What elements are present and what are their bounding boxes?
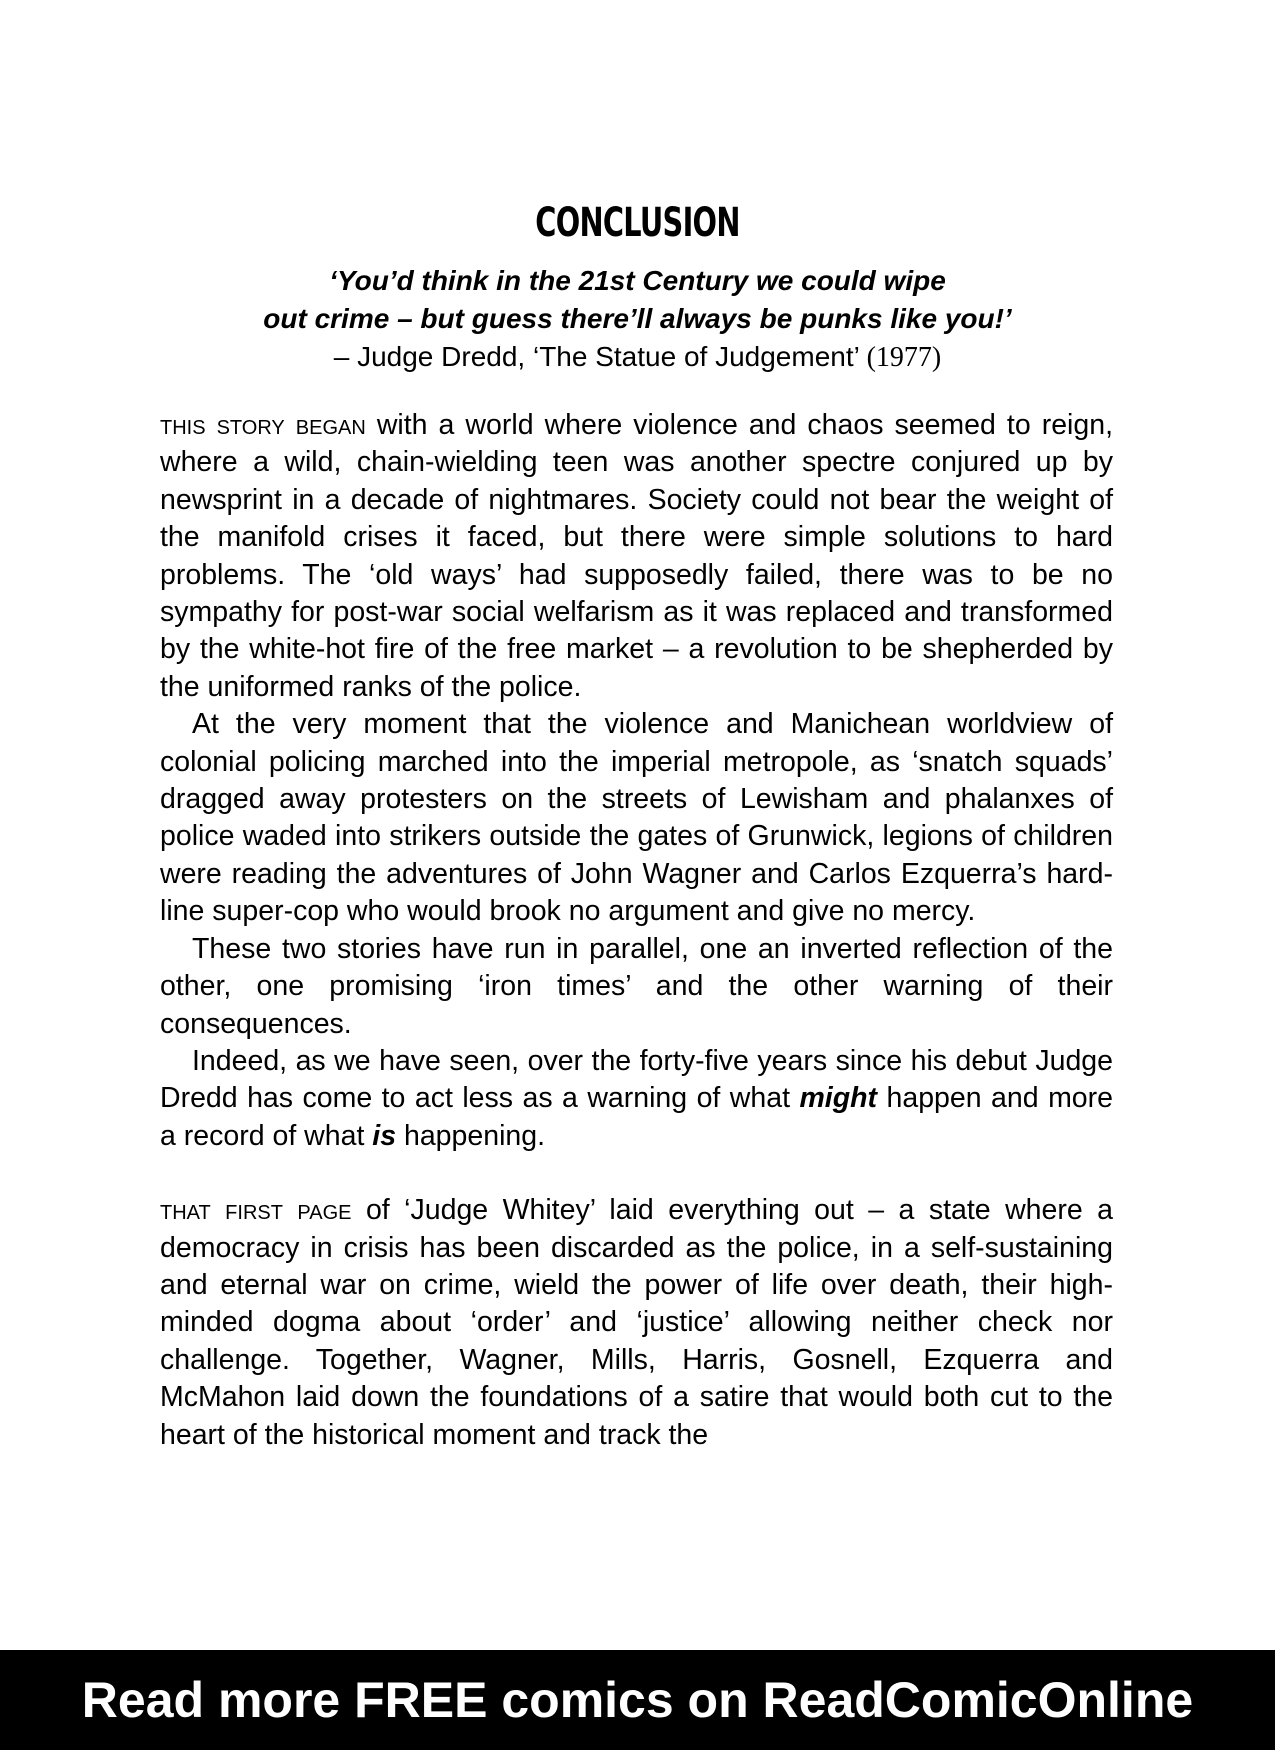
paragraph-4-text-b: happen and more a record of what	[160, 1082, 1113, 1152]
epigraph-attribution	[0, 338, 1275, 377]
promo-banner[interactable]	[0, 1650, 1275, 1750]
paragraph-2: At the very moment that the violence and Manichean worldview of colonial policing marched into the imperial metropole, as ‘snatch squads’ dragged away protesters on the streets of Lewisham and phalanxes of police waded into strikers outside the gates of Grunwick, legions of children were reading the adventures of John Wagner and Carlos Ezquerra’s hard-line super-cop who would brook no argument and give no mercy.	[160, 708, 1113, 928]
paragraph-4	[160, 1043, 1113, 1155]
small-caps-lead-2: that first page	[160, 1194, 352, 1227]
paragraph-1-text: with a world where violence and chaos seemed to reign, where a wild, chain-wielding teen was another spectre conjured up by newsprint in a decade of nightmares. Society could not bear the weight of the manifold crises it faced, but there were simple solutions to hard problems. The ‘old ways’ had supposedly failed, there was to be no sympathy for post-war social welfarism as it was replaced and transformed by the white-hot fire of the free market – a revolution to be shepherded by the uniformed ranks of the police.	[160, 409, 1113, 703]
emphasis-might: might	[799, 1082, 878, 1115]
paragraph-5-text: of ‘Judge Whitey’ laid everything out – a state where a democracy in crisis has been discarded as the police, in a self-sustaining and eternal war on crime, wield the power of life over death, their high-minded dogma about ‘order’ and ‘justice’ allowing neither check nor challenge. Together, Wagner, Mills, Harris, Gosnell, Ezquerra and McMahon laid down the foundations of a satire that would both cut to the heart of the historical moment and track the	[160, 1194, 1113, 1451]
paragraph-1	[160, 407, 1113, 706]
epigraph-year: (1977)	[866, 342, 942, 373]
paragraph-4-text-a: Indeed, as we have seen, over the forty-five years since his debut Judge Dredd has come to act less as a warning of what	[160, 1044, 1113, 1115]
paragraph-4-text-c: happening.	[396, 1119, 546, 1152]
promo-banner-text: Read more FREE comics on ReadComicOnline	[81, 1672, 1194, 1728]
epigraph-quote-line-1: ‘You’d think in the 21st Century we could wipe	[329, 265, 946, 296]
epigraph	[0, 262, 1275, 377]
body-text	[160, 407, 1113, 1454]
emphasis-is: is	[372, 1119, 397, 1152]
small-caps-lead-1: this story began	[160, 409, 366, 441]
paragraph-3: These two stories have run in parallel, one an inverted reflection of the other, one promising ‘iron times’ and the other warning of their consequences.	[160, 932, 1113, 1040]
epigraph-source: – Judge Dredd, ‘The Statue of Judgement’	[333, 341, 859, 372]
paragraph-5	[160, 1192, 1113, 1454]
epigraph-quote-line-2: out crime – but guess there’ll always be punks like you!’	[263, 303, 1012, 334]
chapter-heading: CONCLUSION	[535, 200, 740, 246]
